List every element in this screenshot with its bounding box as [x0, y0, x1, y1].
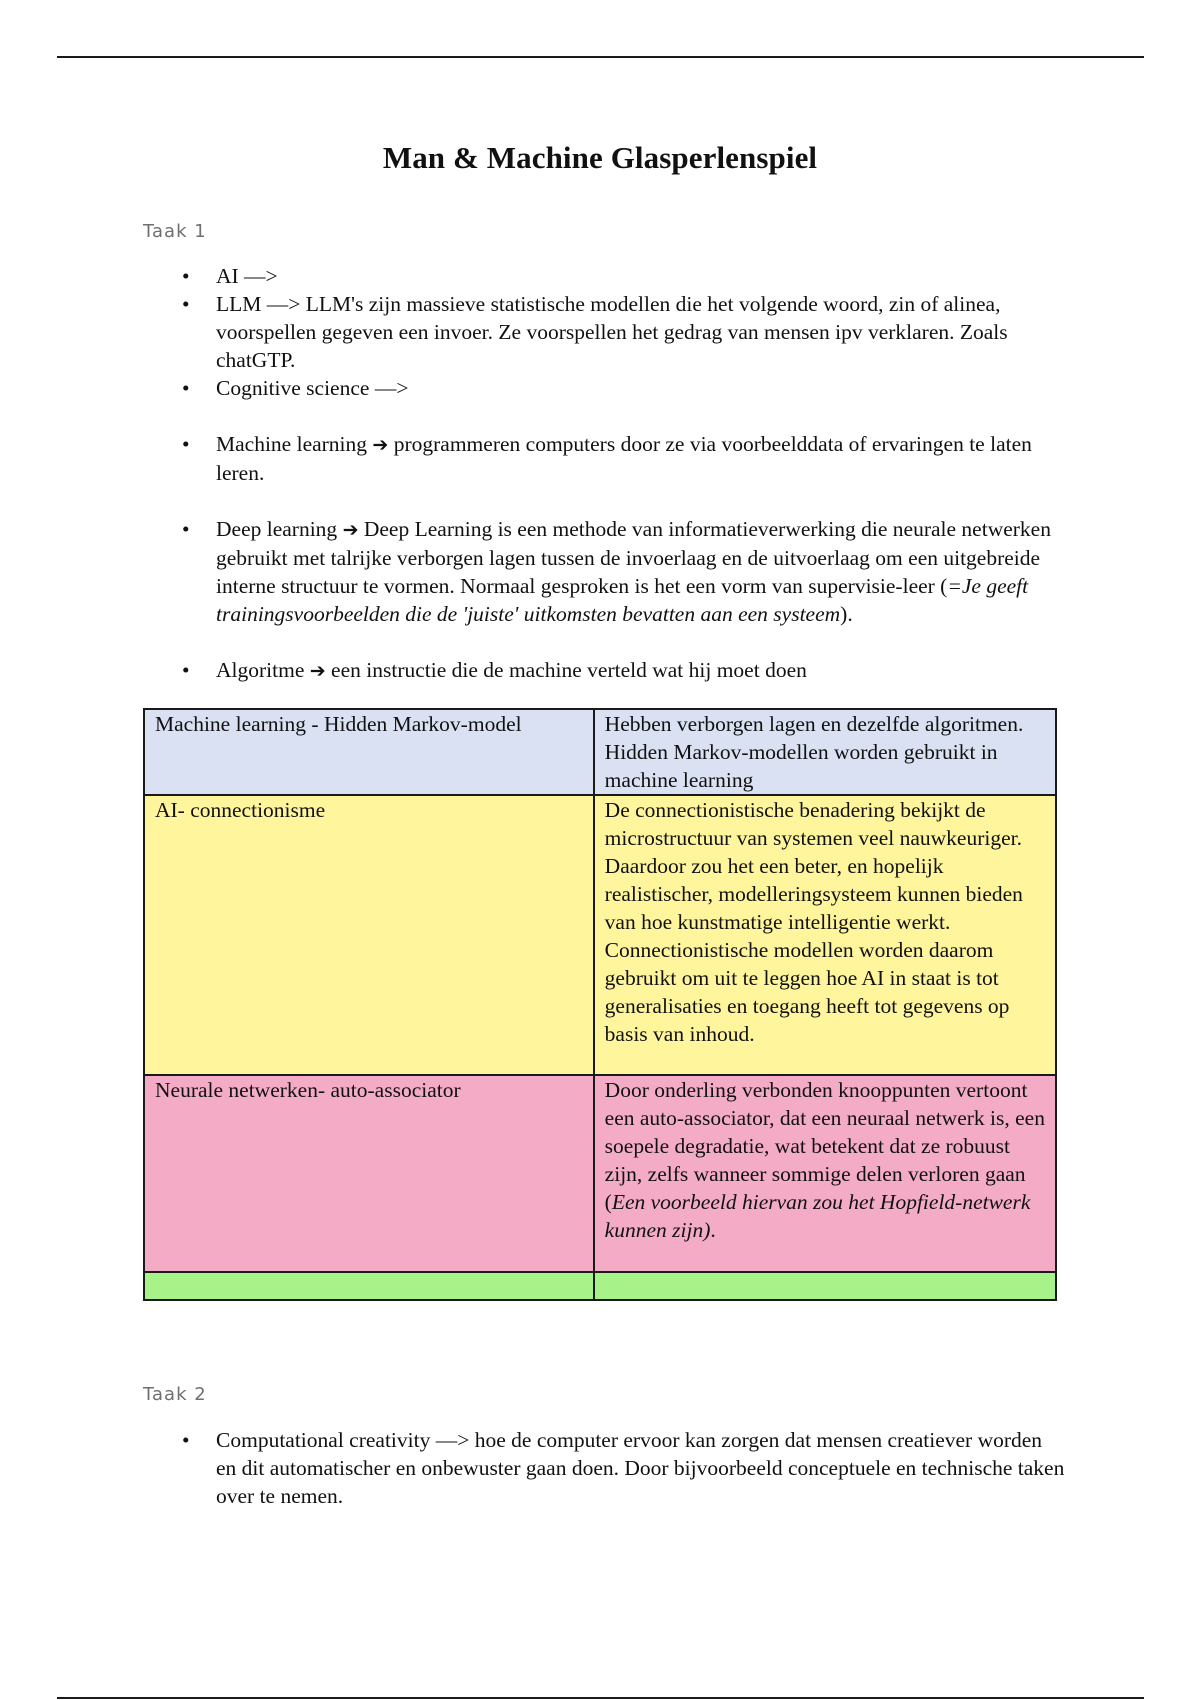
list-item [182, 374, 1066, 402]
list-item: • Computational creativity —> hoe de computer ervoor kan zorgen dat mensen creatiever worden en dit automatischer en onbewuster gaan doen. Door bijvoorbeeld conceptuele en technische taken over te nemen. [182, 1428, 1065, 1508]
bullet-term: Deep learning [216, 517, 338, 541]
table-cell-description [594, 1272, 1056, 1300]
table-cell-description: Door onderling verbonden knooppunten vertoont een auto-associator, dat een neuraal netwerk is, een soepele degradatie, wat betekent dat ze robuust zijn, zelfs wanneer sommige delen verloren gaan (Een voorbeeld hiervan zou het Hopfield-netwerk kunnen zijn). [594, 1075, 1056, 1272]
bullet-list-taak-2 [182, 1426, 1066, 1510]
table-row [144, 1272, 1056, 1300]
table-cell-description: De connectionistische benadering bekijkt de microstructuur van systemen veel nauwkeuriger. Daardoor zou het een beter, en hopelijk realistischer, modelleringsysteem kunnen bieden van hoe kunstmatige intelligentie werkt. Connectionistische modellen worden daarom gebruikt om uit te leggen hoe AI in staat is tot generalisaties en toegang heeft tot gegevens op basis van inhoud. [594, 795, 1056, 1075]
table-cell-term: AI- connectionisme [144, 795, 594, 1075]
list-item: • Machine learning ➔ programmeren computers door ze via voorbeelddata of ervaringen te laten leren. [182, 432, 1032, 485]
bullet-icon: • [182, 1428, 190, 1452]
footer-rule [57, 1697, 1144, 1699]
table-row [144, 709, 1056, 795]
bullet-term: Computational creativity —> [216, 1428, 470, 1452]
bullet-icon: • [182, 292, 190, 316]
list-item: • Algoritme ➔ een instructie die de machine verteld wat hij moet doen [182, 658, 807, 682]
list-item [182, 262, 1066, 290]
bullet-icon: • [182, 376, 190, 400]
arrow-right-icon: ➔ [309, 660, 326, 682]
header-rule [57, 56, 1144, 58]
bullet-term: Algoritme [216, 658, 305, 682]
bullet-icon: • [182, 264, 190, 288]
list-item: • LLM —> LLM's zijn massieve statistische modellen die het volgende woord, zin of alinea, voorspellen gegeven een invoer. Ze voorspellen het gedrag van mensen ipv verklaren. Zoals chatGTP. [182, 292, 1008, 372]
bullet-term: LLM —> [216, 292, 301, 316]
table-cell-description: Hebben verborgen lagen en dezelfde algoritmen. Hidden Markov-modellen worden gebruikt in machine learning [594, 709, 1056, 795]
arrow-right-icon: ➔ [342, 519, 359, 541]
page-title: Man & Machine Glasperlenspiel [382, 140, 818, 175]
section-label-taak-2: Taak 2 [143, 1384, 207, 1405]
table-row [144, 1075, 1056, 1272]
bullet-list-taak-1 [182, 262, 1066, 685]
concept-table [143, 708, 1057, 1301]
list-item: • Deep learning ➔ Deep Learning is een methode van informatieverwerking die neurale netwerken gebruikt met talrijke verborgen lagen tussen de invoerlaag en de uitvoerlaag om een uitgebreide interne structuur te vormen. Normaal gesproken is het een vorm van supervisie-leer (=Je geeft trainingsvoorbeelden die de 'juiste' uitkomsten bevatten aan een systeem). [182, 517, 1051, 626]
table-cell-term: Machine learning - Hidden Markov-model [144, 709, 594, 795]
arrow-right-icon: ➔ [372, 434, 389, 456]
table-row [144, 795, 1056, 1075]
table-cell-term: Neurale netwerken- auto-associator [144, 1075, 594, 1272]
bullet-term: Machine learning [216, 432, 368, 456]
bullet-term: Cognitive science —> [216, 376, 409, 400]
bullet-term: AI —> [216, 264, 278, 288]
section-label-taak-1: Taak 1 [143, 221, 207, 242]
bullet-icon: • [182, 432, 190, 456]
table-cell-term [144, 1272, 594, 1300]
bullet-icon: • [182, 517, 190, 541]
bullet-icon: • [182, 658, 190, 682]
